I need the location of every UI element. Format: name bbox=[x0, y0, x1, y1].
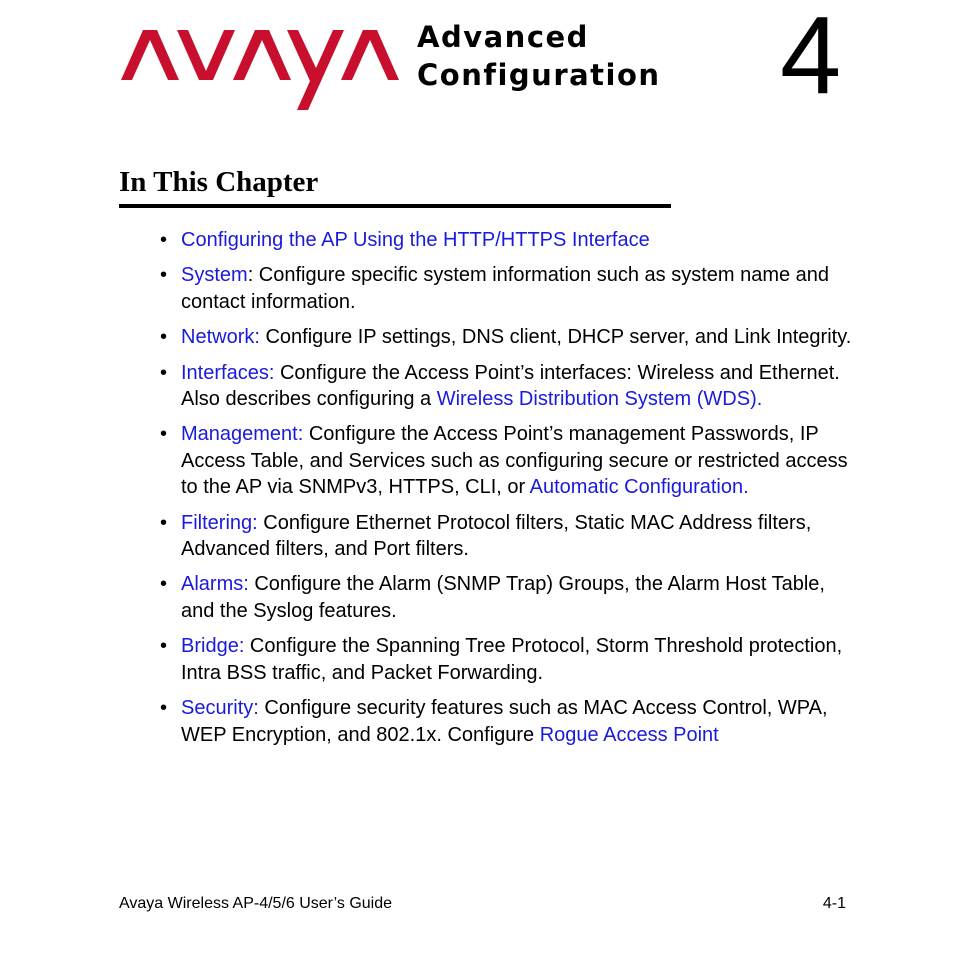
link-http-interface[interactable]: Configuring the AP Using the HTTP/HTTPS Interface bbox=[181, 229, 650, 251]
link-wds[interactable]: Wireless Distribution System (WDS) bbox=[436, 388, 757, 411]
chapter-title-line2: Configuration bbox=[417, 58, 661, 92]
link-security[interactable]: Security: bbox=[181, 697, 259, 720]
list-item bbox=[160, 510, 860, 563]
link-network[interactable]: Network: bbox=[181, 326, 260, 349]
bullet-icon: • bbox=[160, 229, 168, 251]
link-interfaces[interactable]: Interfaces: bbox=[181, 361, 275, 384]
list-item-text: Configure the Alarm (SNMP Trap) Groups, the Alarm Host Table, and the Syslog features. bbox=[181, 573, 825, 622]
list-item-text: Configure Ethernet Protocol filters, Static MAC Address filters, Advanced filters, and Port filters. bbox=[181, 511, 812, 561]
bullet-icon: • bbox=[160, 697, 168, 720]
link-bridge[interactable]: Bridge: bbox=[181, 635, 245, 658]
list-item bbox=[160, 262, 860, 315]
link-rogue-access-point[interactable]: Rogue Access Point bbox=[539, 723, 719, 746]
link-automatic-configuration[interactable]: Automatic Configuration bbox=[529, 476, 744, 499]
list-item bbox=[160, 421, 860, 500]
bullet-icon: • bbox=[160, 635, 168, 658]
chapter-contents-list bbox=[160, 227, 860, 757]
link-management[interactable]: Management: bbox=[181, 423, 304, 446]
chapter-title-line1: Advanced bbox=[417, 20, 589, 54]
footer-page-number: 4-1 bbox=[822, 895, 846, 912]
link-system[interactable]: System bbox=[181, 264, 248, 287]
avaya-logo-letters bbox=[121, 30, 399, 110]
list-item-text: Configure the Access Point’s management Passwords, IP Access Table, and Services such as configuring secure or restricted access to the AP via SNMPv3, HTTPS, CLI, or bbox=[181, 423, 848, 499]
list-item-text-end: . bbox=[756, 388, 763, 411]
chapter-title bbox=[417, 18, 661, 94]
list-item-text-end: . bbox=[743, 476, 749, 499]
bullet-icon: • bbox=[160, 361, 168, 384]
list-item-text: : Configure specific system information such as system name and contact information. bbox=[181, 264, 830, 313]
link-filtering[interactable]: Filtering: bbox=[181, 511, 258, 534]
list-item-text: Configure the Spanning Tree Protocol, Storm Threshold protection, Intra BSS traffic, and Packet Forwarding. bbox=[181, 635, 843, 684]
bullet-icon: • bbox=[160, 264, 168, 287]
list-item bbox=[160, 571, 860, 624]
chapter-number: 4 bbox=[780, 0, 842, 117]
bullet-icon: • bbox=[160, 573, 168, 596]
list-item bbox=[160, 695, 860, 748]
list-item bbox=[160, 227, 860, 253]
list-item bbox=[160, 633, 860, 686]
link-alarms[interactable]: Alarms: bbox=[181, 573, 249, 596]
list-item-text: Configure IP settings, DNS client, DHCP server, and Link Integrity. bbox=[259, 326, 852, 349]
section-rule bbox=[119, 204, 671, 208]
section-heading: In This Chapter bbox=[119, 166, 319, 198]
bullet-icon: • bbox=[160, 326, 168, 349]
list-item bbox=[160, 324, 860, 350]
list-item bbox=[160, 360, 860, 413]
list-item-text: Configure security features such as MAC Access Control, WPA, WEP Encryption, and 802.1x. Configure bbox=[181, 697, 828, 746]
bullet-icon: • bbox=[160, 511, 168, 534]
footer-guide-title: Avaya Wireless AP-4/5/6 User’s Guide bbox=[119, 895, 393, 912]
bullet-icon: • bbox=[160, 423, 168, 446]
avaya-logo bbox=[121, 26, 403, 110]
list-item-text: Configure the Access Point’s interfaces: Wireless and Ethernet. Also describes configuring a bbox=[181, 361, 840, 411]
